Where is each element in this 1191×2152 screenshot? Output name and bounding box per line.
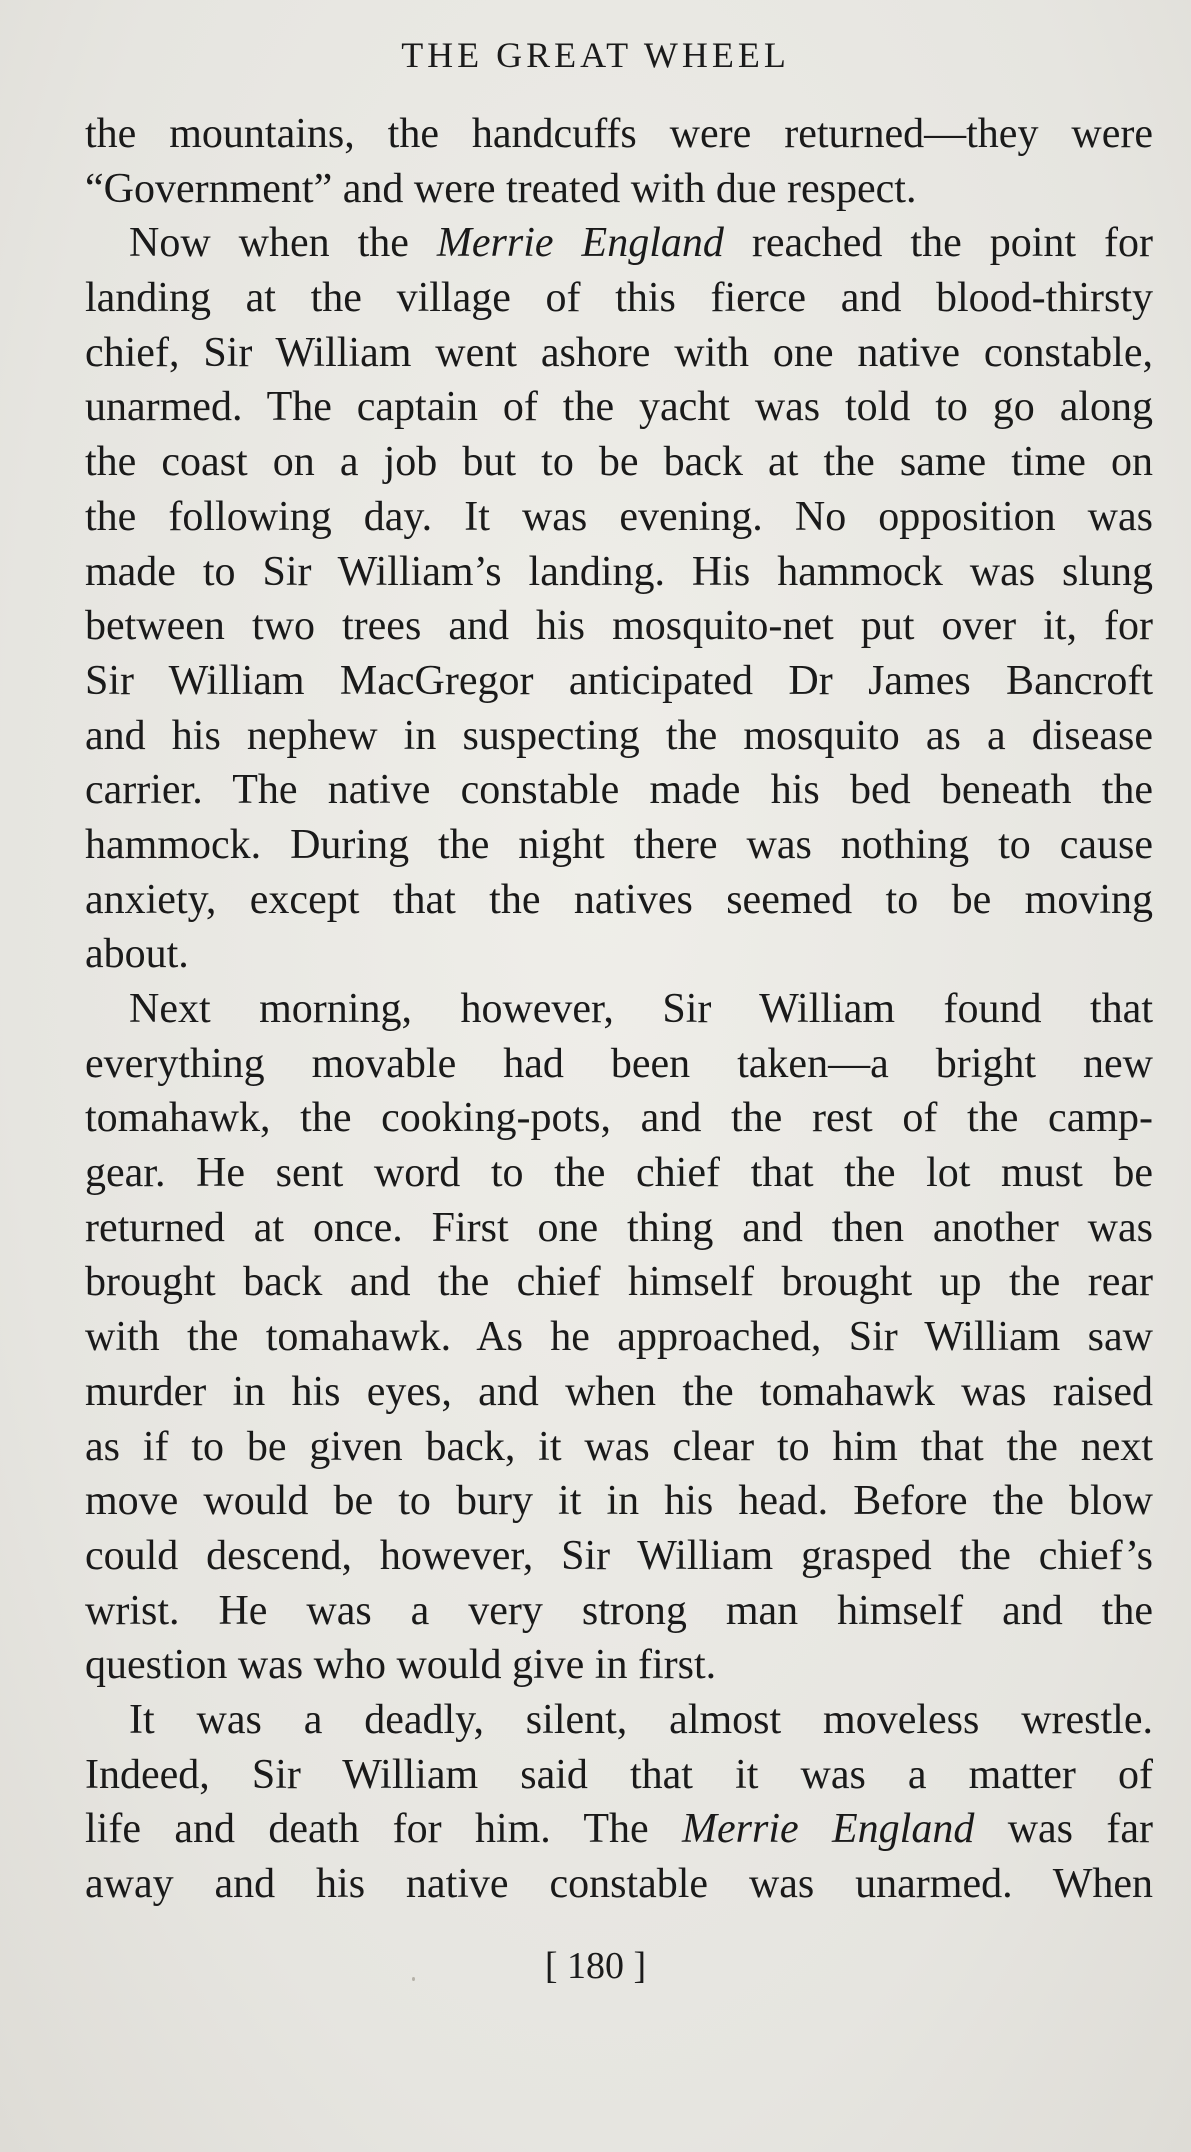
text-line <box>85 1091 1153 1146</box>
text-line <box>85 1146 1153 1201</box>
text-run: about. <box>85 931 189 978</box>
text-line <box>85 1857 1153 1912</box>
text-run: and his nephew in suspecting the mosquito as a disease <box>85 712 1153 759</box>
text-run: could descend, however, Sir William grasped the chief’s <box>85 1532 1153 1579</box>
text-run: reached the point for <box>723 220 1154 267</box>
text-line <box>85 763 1153 818</box>
text-run: the following day. It was evening. No opposition was <box>85 493 1153 540</box>
text-line <box>85 1529 1153 1584</box>
text-run: the coast on a job but to be back at the same time on <box>85 439 1153 486</box>
text-run: wrist. He was a very strong man himself and the <box>85 1587 1153 1634</box>
text-line <box>85 107 1153 162</box>
text-line <box>85 380 1153 435</box>
italic-ship-name: Merrie England <box>682 1806 975 1853</box>
text-line <box>85 1802 1153 1857</box>
text-line <box>85 1748 1153 1803</box>
text-line <box>85 490 1153 545</box>
text-run: Now when the <box>129 220 437 267</box>
text-line <box>85 709 1153 764</box>
text-line <box>85 435 1153 490</box>
text-run: tomahawk, the cooking-pots, and the rest of the camp- <box>85 1095 1153 1142</box>
text-run: anxiety, except that the natives seemed to be moving <box>85 876 1153 923</box>
text-line <box>85 1037 1153 1092</box>
text-run: landing at the village of this fierce and blood-thirsty <box>85 275 1153 322</box>
text-run: returned at once. First one thing and then another was <box>85 1204 1153 1251</box>
text-line <box>85 599 1153 654</box>
text-run: between two trees and his mosquito-net put over it, for <box>85 603 1153 650</box>
text-run: gear. He sent word to the chief that the lot must be <box>85 1150 1153 1197</box>
text-run: was far <box>974 1806 1153 1853</box>
text-run: brought back and the chief himself brought up the rear <box>85 1259 1153 1306</box>
text-line <box>85 1255 1153 1310</box>
text-run: question was who would give in first. <box>85 1642 717 1689</box>
text-line <box>85 873 1153 928</box>
text-line <box>85 654 1153 709</box>
text-line <box>85 545 1153 600</box>
text-line <box>85 1584 1153 1639</box>
italic-ship-name: Merrie England <box>436 220 724 267</box>
text-line <box>85 271 1153 326</box>
text-run: Sir William MacGregor anticipated Dr James Bancroft <box>85 657 1153 704</box>
text-line <box>85 818 1153 873</box>
text-line <box>85 1420 1153 1475</box>
text-run: move would be to bury it in his head. Before the blow <box>85 1478 1153 1525</box>
body-text <box>85 107 1153 1912</box>
text-run: away and his native constable was unarmed. When <box>85 1861 1153 1907</box>
text-run: murder in his eyes, and when the tomahawk was raised <box>85 1368 1153 1415</box>
text-line <box>85 982 1153 1037</box>
text-line <box>85 216 1153 271</box>
text-line <box>85 1310 1153 1365</box>
text-run: chief, Sir William went ashore with one native constable, <box>85 329 1153 376</box>
text-run: with the tomahawk. As he approached, Sir William saw <box>85 1314 1153 1361</box>
text-run: as if to be given back, it was clear to him that the next <box>85 1423 1153 1470</box>
running-head: THE GREAT WHEEL <box>401 35 790 75</box>
text-run: It was a deadly, silent, almost moveless wrestle. <box>129 1696 1153 1743</box>
text-run: life and death for him. The <box>85 1806 683 1853</box>
text-line <box>85 1365 1153 1420</box>
text-run: Next morning, however, Sir William found that <box>129 986 1153 1032</box>
paper-speck <box>412 1977 415 1981</box>
text-run: everything movable had been taken—a bright new <box>85 1040 1153 1087</box>
text-line <box>85 162 1153 217</box>
text-run: “Government” and were treated with due respect. <box>85 165 917 212</box>
text-run: made to Sir William’s landing. His hammock was slung <box>85 548 1153 595</box>
text-line <box>85 1638 1153 1693</box>
text-line <box>85 326 1153 381</box>
text-run: carrier. The native constable made his bed beneath the <box>85 767 1153 814</box>
page-number: [ 180 ] <box>544 1945 647 1987</box>
text-line <box>85 1474 1153 1529</box>
text-run: unarmed. The captain of the yacht was told to go along <box>85 384 1153 431</box>
text-run: Indeed, Sir William said that it was a matter of <box>85 1751 1153 1798</box>
text-run: hammock. During the night there was nothing to cause <box>85 821 1153 868</box>
text-run: the mountains, the handcuffs were returned—they were <box>85 111 1153 157</box>
text-line <box>85 1201 1153 1256</box>
text-line <box>85 1693 1153 1748</box>
text-line <box>85 927 1153 982</box>
